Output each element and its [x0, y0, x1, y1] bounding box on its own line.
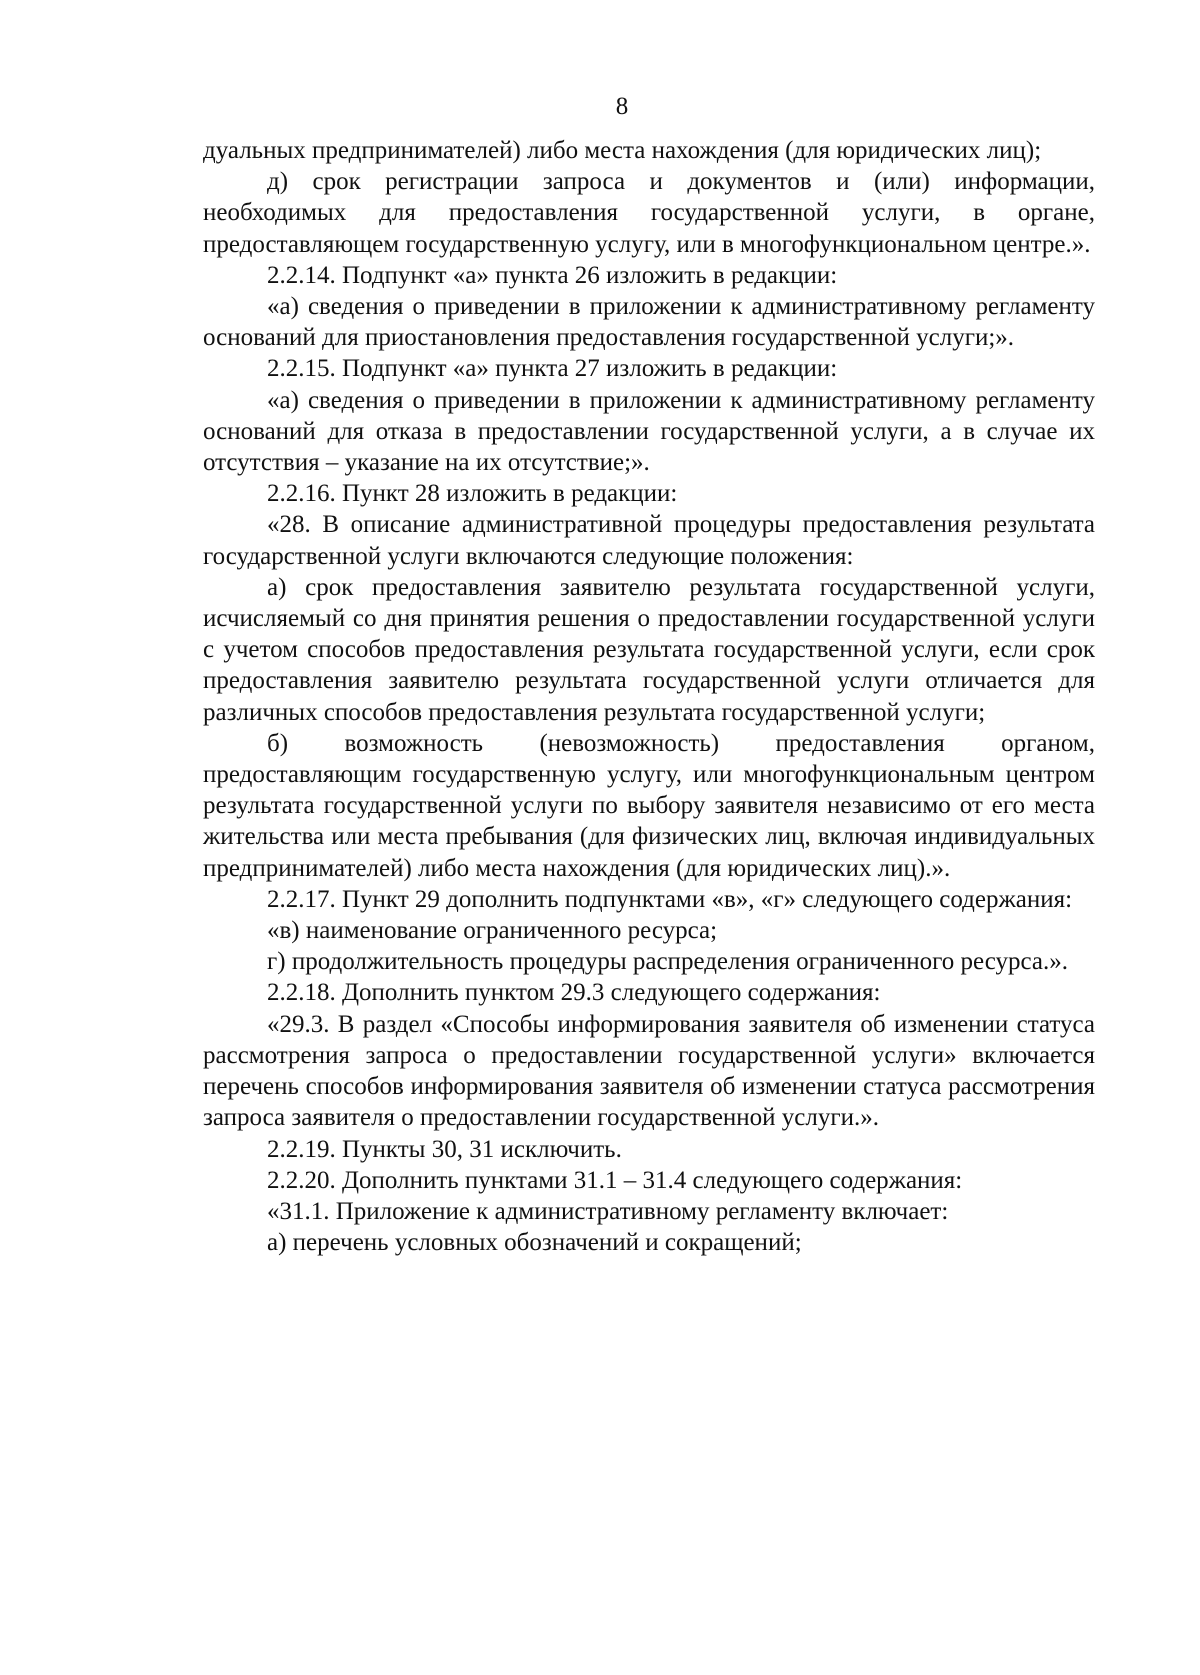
paragraph: «31.1. Приложение к административному регламенту включает:: [267, 1197, 949, 1225]
paragraph: 2.2.20. Дополнить пунктами 31.1 – 31.4 следующего содержания:: [267, 1166, 963, 1194]
paragraph: б) возможность (невозможность) предоставления органом, предоставляющим государственную услугу, или многофункциональным центром результата государственной услуги по выбору заявителя независимо от его места жительства или места пребывания (для физических лиц, включая индивидуальных предпринимателей) либо места нахождения (для юридических лиц).».: [203, 729, 1095, 882]
paragraph: а) перечень условных обозначений и сокращений;: [267, 1229, 802, 1257]
paragraph: 2.2.16. Пункт 28 изложить в редакции:: [267, 480, 678, 508]
paragraph: а) срок предоставления заявителю результата государственной услуги, исчисляемый со дня принятия решения о предоставлении государственной услуги с учетом способов предоставления результата государственной услуги, если срок предоставления заявителю результата государственной услуги отличается для различных способов предоставления результата государственной услуги;: [203, 573, 1095, 726]
paragraph: «а) сведения о приведении в приложении к административному регламенту оснований для отказа в предоставлении государственной услуги, а в случае их отсутствия – указание на их отсутствие;».: [203, 386, 1095, 477]
paragraph: 2.2.15. Подпункт «а» пункта 27 изложить в редакции:: [267, 355, 838, 383]
paragraph: «29.3. В раздел «Способы информирования заявителя об изменении статуса рассмотрения запроса о предоставлении государственной услуги» включается перечень способов информирования заявителя об изменении статуса рассмотрения запроса заявителя о предоставлении государственной услуги.».: [203, 1010, 1095, 1132]
page-number: 8: [615, 93, 629, 120]
paragraph: д) срок регистрации запроса и документов и (или) информации, необходимых для предоставления государственной услуги, в органе, предоставляющем государственную услугу, или в многофункциональном центре.».: [203, 168, 1095, 258]
paragraph: г) продолжительность процедуры распределения ограниченного ресурса.».: [267, 948, 1069, 976]
paragraph: дуальных предпринимателей) либо места нахождения (для юридических лиц);: [203, 137, 1042, 164]
document-body: [203, 135, 1095, 1258]
paragraph: 2.2.18. Дополнить пунктом 29.3 следующего содержания:: [267, 979, 881, 1007]
paragraph: 2.2.14. Подпункт «а» пункта 26 изложить в редакции:: [267, 261, 838, 289]
paragraph: «28. В описание административной процедуры предоставления результата государственной услуги включаются следующие положения:: [203, 511, 1095, 570]
paragraph: 2.2.17. Пункт 29 дополнить подпунктами «в», «г» следующего содержания:: [267, 885, 1073, 913]
paragraph: 2.2.19. Пункты 30, 31 исключить.: [267, 1135, 622, 1163]
paragraph: «в) наименование ограниченного ресурса;: [267, 917, 718, 945]
paragraph: «а) сведения о приведении в приложении к административному регламенту оснований для приостановления предоставления государственной услуги;».: [203, 293, 1095, 352]
